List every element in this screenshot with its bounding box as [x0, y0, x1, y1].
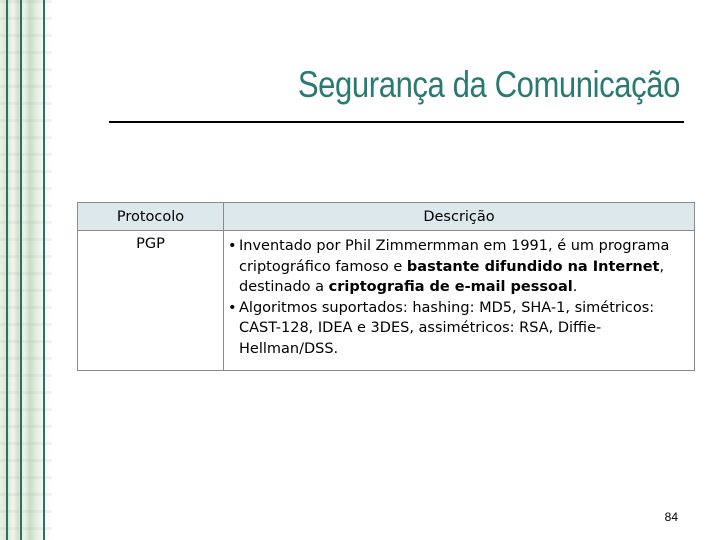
text-segment: . [572, 279, 578, 295]
bullet-dot-icon: • [228, 299, 237, 316]
decorative-side-strip [0, 0, 52, 540]
table-header-row [78, 203, 695, 231]
protocol-cell: PGP [78, 231, 224, 371]
description-cell [224, 231, 695, 371]
bold-text-segment: criptografia de e-mail pessoal [328, 279, 573, 295]
description-bullet [228, 298, 688, 360]
text-segment: Algoritmos suportados: hashing: MD5, SHA-1, simétricos: CAST-128, IDEA e 3DES, assimétricos: RSA, Diffie-Hellman/DSS. [239, 299, 655, 357]
slide-title: Segurança da Comunicação [297, 64, 680, 105]
description-bullet [228, 236, 688, 298]
bullet-text [239, 238, 669, 295]
strip-line [43, 0, 45, 540]
table-row [78, 231, 695, 371]
strip-line [6, 0, 8, 540]
header-description: Descrição [224, 203, 695, 231]
protocol-table [77, 202, 695, 371]
text-segment: , destinado a [239, 258, 665, 295]
bold-text-segment: bastante difundido na Internet [406, 258, 660, 275]
strip-line [20, 0, 22, 540]
text-segment: Inventado por Phil Zimmermman em 1991, é um programa criptográfico famoso e [239, 238, 670, 275]
header-protocol: Protocolo [78, 203, 224, 231]
bullet-text [239, 300, 654, 357]
title-underline [109, 121, 684, 123]
page-number: 84 [664, 510, 678, 524]
bullet-dot-icon: • [228, 238, 237, 254]
